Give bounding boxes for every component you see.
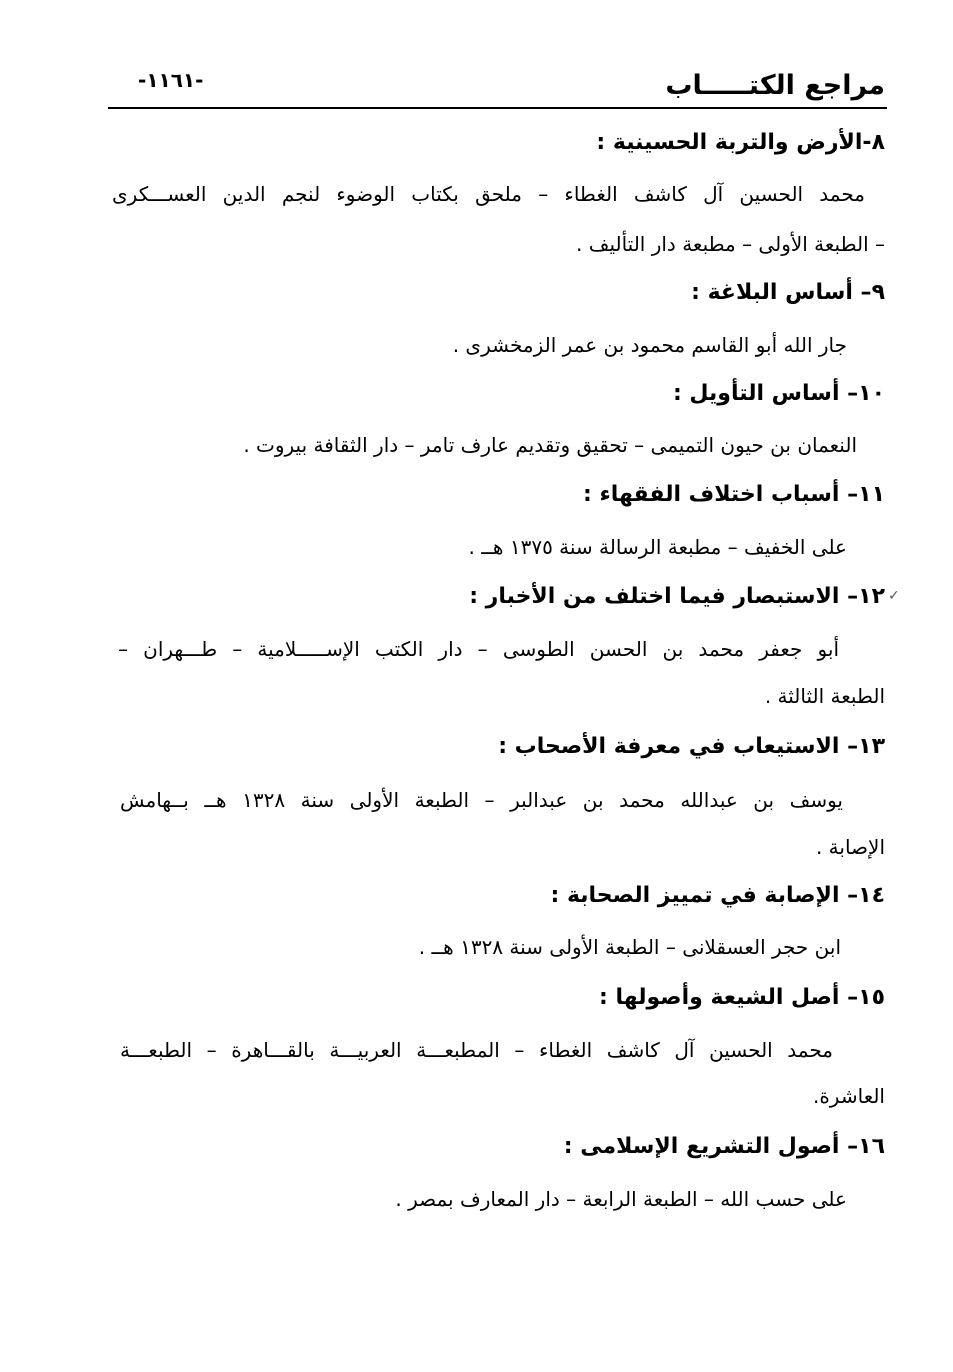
margin-pen-mark: ✓ (888, 588, 900, 604)
entry-line: محمد الحسين آل كاشف الغطاء – المطبعـــة العربيـــة بالقـــاهرة – الطبعـــة (120, 1038, 833, 1062)
entry-heading: ١٢– الاستبصار فيما اختلف من الأخبار : (469, 584, 885, 609)
entry-heading: ١١– أسباب اختلاف الفقهاء : (583, 482, 885, 507)
entry-line: النعمان بن حيون التميمى – تحقيق وتقديم عارف تامر – دار الثقافة بيروت . (243, 433, 857, 457)
entry-line: أبو جعفر محمد بن الحسن الطوسى – دار الكتب الإســـــلامية – طـــهران – (118, 637, 839, 661)
entry-line: الإصابة . (815, 835, 885, 859)
entry-line: جار الله أبو القاسم محمود بن عمر الزمخشرى . (452, 333, 847, 357)
entry-line: على الخفيف – مطبعة الرسالة سنة ١٣٧٥ هــ . (468, 535, 847, 559)
entry-heading: ١٦– أصول التشريع الإسلامى : (563, 1134, 885, 1159)
page-number: -١١٦١- (138, 68, 204, 92)
header-divider (108, 107, 887, 109)
entry-line: يوسف بن عبدالله محمد بن عبدالبر – الطبعة الأولى سنة ١٣٢٨ هــ بــهامش (120, 788, 843, 812)
entry-heading: ١٥– أصل الشيعة وأصولها : (599, 985, 885, 1010)
entry-heading: ١٣– الاستيعاب في معرفة الأصحاب : (498, 734, 885, 759)
entry-heading: ١٠– أساس التأويل : (672, 381, 885, 406)
entry-line: – الطبعة الأولى – مطبعة دار التأليف . (576, 232, 885, 256)
entry-line: على حسب الله – الطبعة الرابعة – دار المعارف بمصر . (395, 1187, 847, 1211)
entry-line: محمد الحسين آل كاشف الغطاء – ملحق بكتاب الوضوء لنجم الدين العســـكرى (112, 182, 865, 206)
entry-heading: ١٤– الإصابة في تمييز الصحابة : (550, 883, 885, 908)
entry-line: العاشرة. (812, 1084, 885, 1108)
entry-heading: ٩– أساس البلاغة : (691, 280, 885, 305)
entry-line: ابن حجر العسقلانى – الطبعة الأولى سنة ١٣٢٨ هــ . (418, 935, 841, 959)
entry-heading: ٨-الأرض والتربة الحسينية : (596, 130, 885, 155)
entry-line: الطبعة الثالثة . (764, 684, 885, 708)
running-header-title: مراجع الكتـــــاب (665, 70, 885, 101)
